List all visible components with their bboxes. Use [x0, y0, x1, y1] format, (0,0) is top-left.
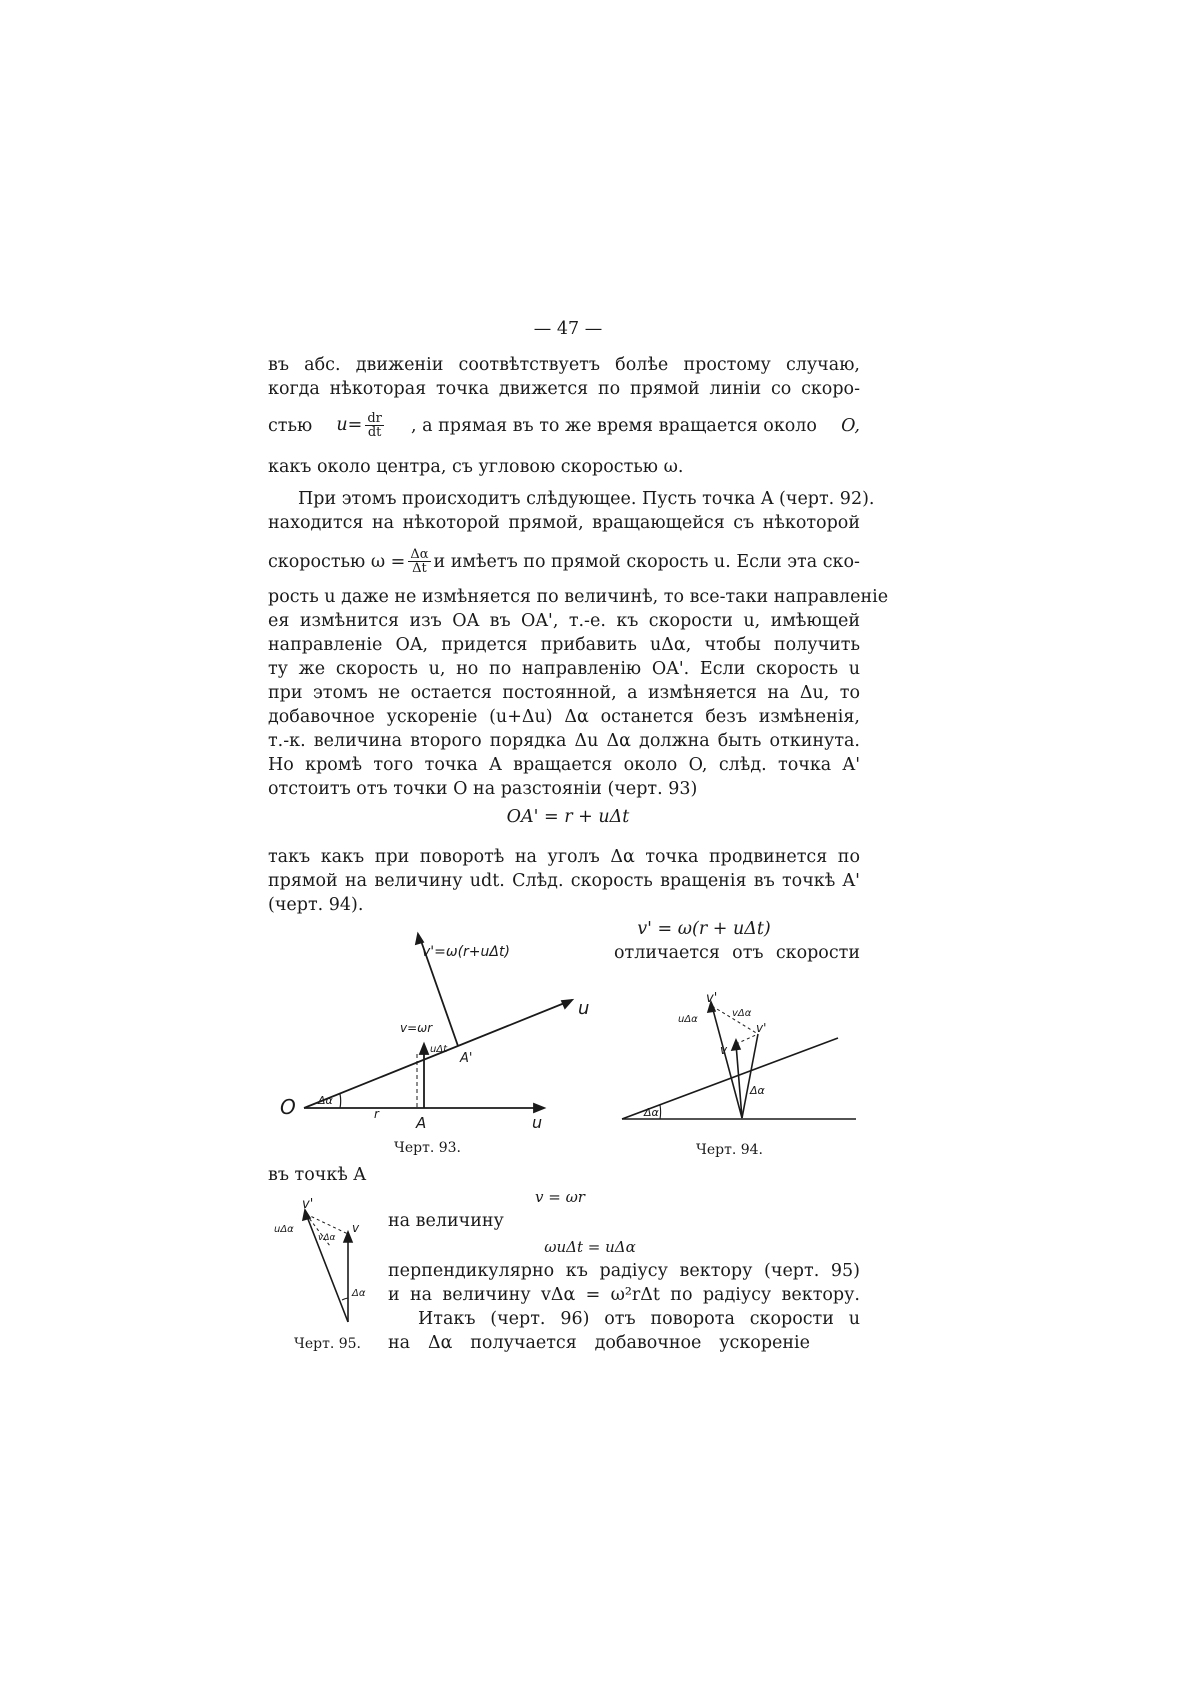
formula-omega-u-dt: ωuΔt = uΔα	[544, 1238, 636, 1256]
caption-figure-95: Черт. 95.	[294, 1336, 361, 1352]
fraction-denominator: Δt	[412, 561, 427, 576]
figure-95	[272, 1190, 382, 1340]
arrowhead-v	[344, 1232, 352, 1242]
label-u-delta-alpha: uΔα	[678, 1014, 698, 1025]
fraction-denominator: dt	[367, 425, 382, 440]
label-a: A	[416, 1114, 427, 1132]
label-u-dt: uΔt	[430, 1044, 448, 1055]
label-delta-alpha-base: Δα	[644, 1106, 659, 1119]
text-line-1: въ абс. движеніи соотвѣтствуетъ болѣе простому случаю,	[268, 355, 860, 375]
v-prime-vector	[306, 1214, 348, 1322]
text-line-9: ея измѣнится изъ OA въ OA', т.-е. къ скорости u, имѣющей	[268, 611, 860, 631]
v-right-vector	[742, 1034, 758, 1118]
text-line-23: перпендикулярно къ радіусу вектору (черт. 95)	[388, 1261, 860, 1281]
label-o: O	[280, 1095, 296, 1119]
arrowhead-v	[420, 1044, 428, 1054]
text-line-17: такъ какъ при поворотѣ на уголъ Δα точка продвинется по	[268, 847, 860, 867]
label-u-delta-alpha: uΔα	[274, 1224, 294, 1235]
text-line-20: отличается отъ скорости	[614, 943, 860, 963]
text-line-22: на величину	[388, 1211, 504, 1231]
text-fragment: скоростью ω =	[268, 551, 406, 572]
text-line-26: на Δα получается добавочное ускореніе	[388, 1333, 810, 1353]
label-v: v	[720, 1043, 728, 1057]
arrowhead-v-prime	[416, 934, 423, 944]
fraction-numerator: dr	[367, 411, 382, 426]
label-v-omega-r: v=ωr	[400, 1021, 433, 1035]
text-fragment: стью	[268, 415, 313, 436]
figure-94	[620, 992, 860, 1142]
text-line-4: какъ около центра, съ угловою скоростью ω.	[268, 457, 684, 477]
text-line-19: (черт. 94).	[268, 895, 364, 915]
text-line-13: добавочное ускореніе (u+Δu) Δα останется безъ измѣненія,	[268, 707, 860, 727]
text-line-5: При этомъ происходитъ слѣдующее. Пусть точка A (черт. 92).	[298, 489, 875, 509]
label-r: r	[374, 1107, 379, 1121]
label-v-prime: v'=ω(r+uΔt)	[422, 944, 510, 960]
fraction-dalpha-dt	[408, 548, 430, 575]
text-line-16: отстоитъ отъ точки O на разстояніи (черт. 93)	[268, 779, 698, 799]
dashed-line	[736, 1034, 758, 1044]
label-delta-alpha: Δα	[318, 1094, 333, 1107]
label-u-top: u	[578, 998, 590, 1019]
label-a-prime: A'	[460, 1051, 473, 1066]
text-line-2: когда нѣкоторая точка движется по прямой линіи со скоро-	[268, 379, 860, 399]
text-line-14: т.-к. величина второго порядка Δu Δα должна быть откинута.	[268, 731, 860, 751]
formula-oa-prime: OA' = r + uΔt	[506, 807, 630, 827]
text-line-6: находится на нѣкоторой прямой, вращающейся съ нѣкоторой	[268, 513, 860, 533]
formula-v-omega-r: v = ωr	[535, 1188, 585, 1206]
formula-u-drdt	[336, 412, 386, 439]
angle-arc	[342, 1298, 348, 1300]
formula-v-prime: v' = ω(r + uΔt)	[637, 919, 771, 939]
label-delta-alpha-mid: Δα	[750, 1084, 765, 1097]
angle-arc	[660, 1105, 661, 1119]
text-line-12: при этомъ не остается постоянной, а измѣняется на Δu, то	[268, 683, 860, 703]
text-line-10: направленіе OA, придется прибавить uΔα, чтобы получить	[268, 635, 860, 655]
label-v: v	[352, 1221, 360, 1235]
arrowhead-u-bottom	[534, 1104, 544, 1112]
arrowhead-u-top	[562, 1000, 572, 1008]
angle-arc	[340, 1094, 341, 1108]
text-line-8: рость u даже не измѣняется по величинѣ, то все-таки направленіе	[268, 587, 889, 607]
text-line-7	[268, 548, 860, 575]
u-equals: u=	[336, 415, 363, 435]
text-fragment: , а прямая въ то же время вращается около	[411, 415, 817, 436]
caption-figure-93: Черт. 93.	[394, 1140, 461, 1156]
text-line-21: въ точкѣ A	[268, 1165, 367, 1185]
label-v-prime: v'	[302, 1197, 314, 1212]
label-v-delta-alpha: vΔα	[318, 1233, 336, 1243]
label-v-delta-alpha: vΔα	[732, 1008, 752, 1019]
label-v-prime-right: v'	[756, 1021, 767, 1035]
text-line-11: ту же скорость u, но по направленію OA'. Если скорость u	[268, 659, 860, 679]
label-delta-alpha: Δα	[352, 1288, 366, 1299]
fraction-dr-dt	[365, 412, 384, 439]
caption-figure-94: Черт. 94.	[696, 1142, 763, 1158]
label-u-bottom: u	[532, 1113, 543, 1132]
label-v-prime-top: v'	[706, 991, 718, 1006]
text-line-15: Но кромѣ того точка A вращается около O, слѣд. точка A'	[268, 755, 860, 775]
symbol-O: O,	[841, 415, 860, 436]
text-line-24: и на величину vΔα = ω²rΔt по радіусу вектору.	[388, 1285, 860, 1305]
text-line-18: прямой на величину udt. Слѣд. скорость вращенія въ точкѣ A'	[268, 871, 860, 891]
arrowhead-v	[732, 1040, 740, 1050]
figure-93	[272, 928, 592, 1132]
text-line-25: Итакъ (черт. 96) отъ поворота скорости u	[418, 1309, 860, 1329]
fraction-numerator: Δα	[410, 547, 429, 562]
text-fragment: и имѣетъ по прямой скорость u. Если эта ско-	[433, 551, 860, 572]
text-line-3	[268, 412, 860, 439]
page-number: — 47 —	[533, 319, 603, 339]
